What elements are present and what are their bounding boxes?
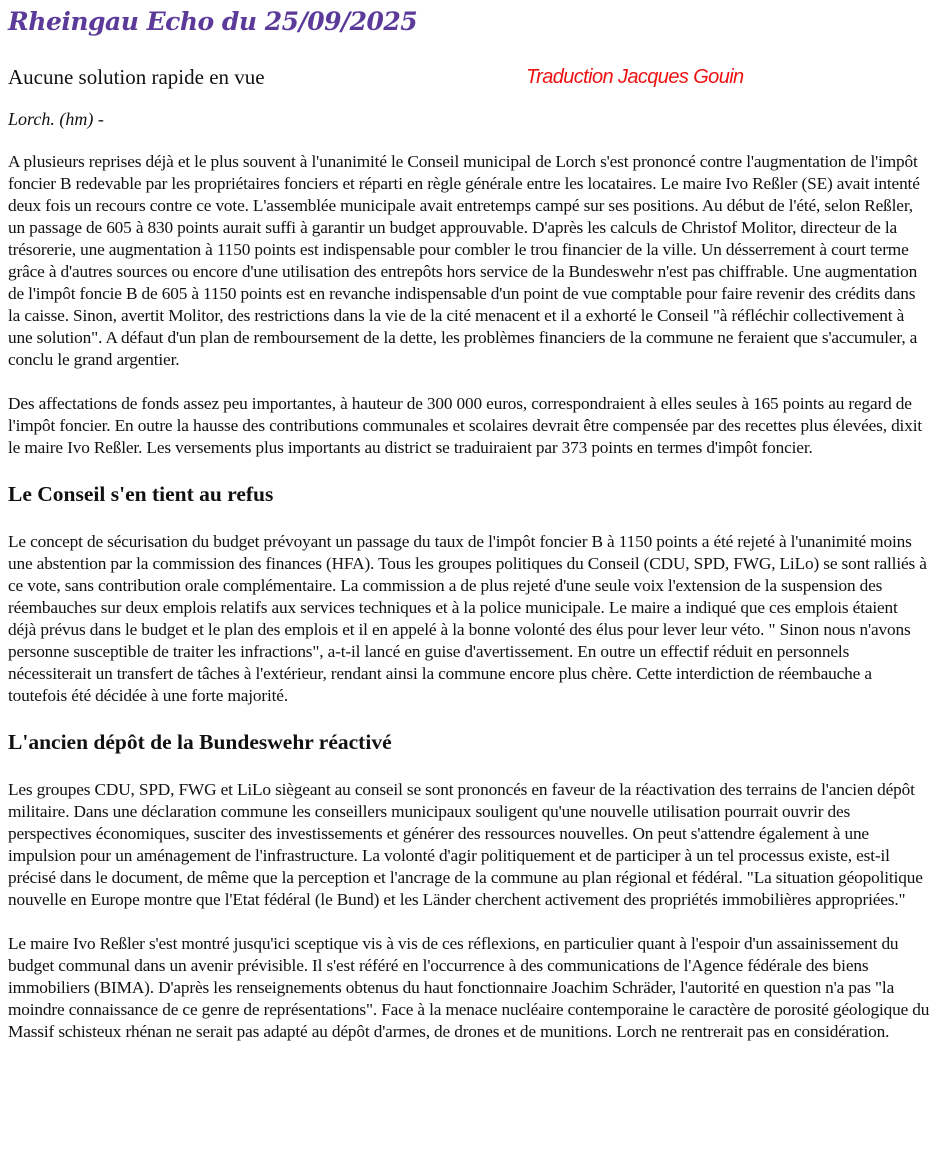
masthead: Rheingau Echo du 25/09/2025 (8, 7, 418, 36)
article-subtitle: Aucune solution rapide en vue (8, 65, 265, 89)
paragraph: A plusieurs reprises déjà et le plus souvent à l'unanimité le Conseil municipal de Lorch s'est prononcé contre l'augmentation de l'impôt foncier B redevable par les propriétaires fonciers et réparti en règle générale entre les locataires. Le maire Ivo Reßler (SE) avait intenté deux fois un recours contre ce vote. L'assemblée municipale avait entretemps campé sur ses positions. Au début de l'été, selon Reßler, un passage de 605 à 830 points aurait suffi à garantir un budget approuvable. D'après les calculs de Christof Molitor, directeur de la trésorerie, une augmentation à 1150 points est indispensable pour combler le trou financier de la ville. Un désserrement à court terme grâce à d'autres sources ou encore d'une utilisation des entrepôts hors service de la Bundeswehr n'est pas chiffrable. Une augmentation de l'impôt foncie B de 605 à 1150 points est en revanche indispensable d'un point de vue comptable pour faire revenir des crédits dans la caisse. Sinon, avertit Molitor, des restrictions dans la vie de la cité menacent et il a exhorté le Conseil "à réfléchir collectivement à une solution". A défaut d'un plan de remboursement de la dette, les problèmes financiers de la commune ne feraient que s'accumuler, a conclu le grand argentier. (8, 152, 920, 369)
subtitle-row (8, 62, 930, 92)
section-heading: L'ancien dépôt de la Bundeswehr réactivé (8, 730, 392, 754)
paragraph: Le maire Ivo Reßler s'est montré jusqu'ici sceptique vis à vis de ces réflexions, en particulier quant à l'espoir d'un assainissement du budget communal dans un avenir prévisible. Il s'est référé en l'occurrence à des communications de l'Agence fédérale des biens immobiliers (BIMA). D'après les renseignements obtenus du haut fonctionnaire Joachim Schräder, l'autorité en question n'a pas "la moindre connaissance de ce genre de représentations". Face à la menace nucléaire contemporaine le caractère de porosité géologique du Massif schisteux rhénan ne serait pas adapté au dépôt d'armes, de drones et de munitions. Lorch ne rentrerait pas en considération. (8, 934, 930, 1041)
article (0, 4, 940, 1043)
paragraph: Des affectations de fonds assez peu importantes, à hauteur de 300 000 euros, correspondraient à elles seules à 165 points au regard de l'impôt foncier. En outre la hausse des contributions communales et scolaires devrait être compensée par des recettes plus élevées, dixit le maire Ivo Reßler. Les versements plus importants au district se traduiraient par 373 points en termes d'impôt foncier. (8, 394, 923, 457)
paragraph: Le concept de sécurisation du budget prévoyant un passage du taux de l'impôt foncier B à 1150 points a été rejeté à l'unanimité moins une abstention par la commission des finances (HFA). Tous les groupes politiques du Conseil (CDU, SPD, FWG, LiLo) se sont ralliés à ce vote, sans contribution orale complémentaire. La commission a de plus rejeté d'une seule voix l'extension de la suspension des réembauches sur deux emplois relatifs aux services techniques et à la police municipale. Le maire a indiqué que ces emplois étaient déjà prévus dans le budget et le plan des emplois et il en appelé à la bonne volonté des élus pour lever leur véto. " Sinon nous n'avons personne susceptible de traiter les infractions", a-t-il lancé en guise d'avertissement. En outre un effectif réduit en personnels nécessiterait un transfert de tâches à l'extérieur, rendant ainsi la commune encore plus chère. Cette interdiction de réembauche a toutefois été décidée à une forte majorité. (8, 532, 927, 705)
dateline: Lorch. (hm) - (8, 109, 104, 129)
translator-credit: Traduction Jacques Gouin (526, 66, 744, 88)
section-heading: Le Conseil s'en tient au refus (8, 482, 274, 506)
paragraph: Les groupes CDU, SPD, FWG et LiLo siègeant au conseil se sont prononcés en faveur de la réactivation des terrains de l'ancien dépôt militaire. Dans une déclaration commune les conseillers municipaux souligent qu'une nouvelle utilisation pourrait ouvrir des perspectives économiques, susciter des investissements et générer des ressources nouvelles. On peut s'attendre également à une impulsion pour un aménagement de l'infrastructure. La volonté d'agir politiquement et de participer à un tel processus existe, est-il précisé dans le document, de même que la perception et l'ancrage de la commune au plan régional et fédéral. "La situation géopolitique nouvelle en Europe montre que l'Etat fédéral (le Bund) et les Länder cherchent activement des propriétés immobilières appropriées." (8, 780, 923, 909)
